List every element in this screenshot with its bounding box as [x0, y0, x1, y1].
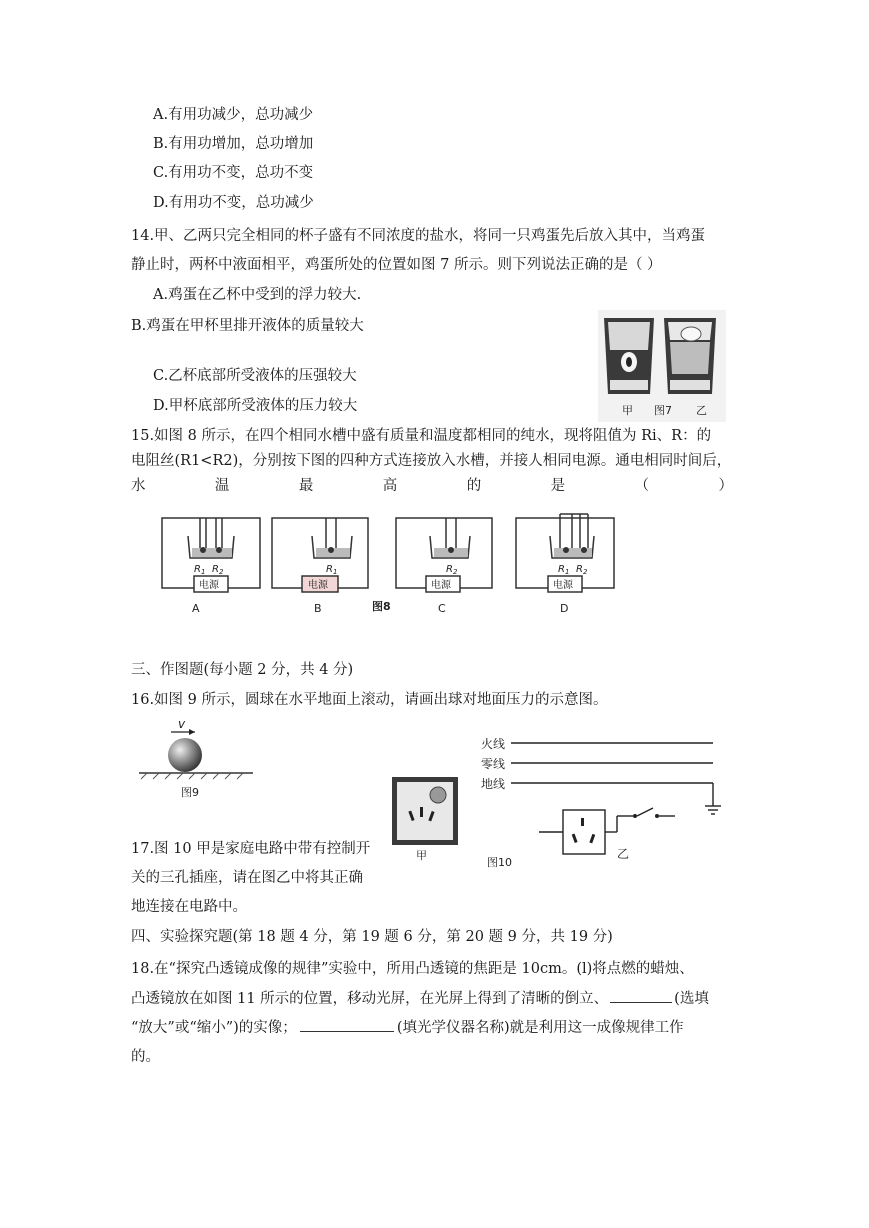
q14-option-a: A.鸡蛋在乙杯中受到的浮力较大. — [153, 287, 362, 303]
fig7-label-jia: 甲 — [622, 404, 633, 417]
q15-stem-line2: 电阻丝(R1<R2)，分别按下图的四种方式连接放入水槽，并接人相同电源。通电相同时间后， — [131, 453, 732, 469]
q18-blank-2[interactable] — [300, 1019, 394, 1032]
svg-text:R2 — [576, 564, 588, 576]
q15-stem-line3 — [131, 477, 733, 495]
figure-7-cups — [598, 310, 726, 422]
q18-line2-suffix: (选填 — [674, 991, 709, 1007]
r2-label: R — [576, 564, 583, 575]
q15-stem-line1: 15.如图 8 所示，在四个相同水槽中盛有质量和温度都相同的纯水，现将阻值为 Ri、R：的 — [131, 428, 712, 444]
svg-text:R1 — [326, 564, 337, 576]
svg-text:R2 — [212, 564, 224, 576]
q15-line3-char: 的 — [466, 478, 482, 494]
q14-stem-line1: 14.甲、乙两只完全相同的杯子盛有不同浓度的盐水，将同一只鸡蛋先后放入其中，当鸡蛋 — [131, 228, 706, 244]
r1-sub: 1 — [200, 568, 206, 576]
fig7-caption: 图7 — [654, 404, 672, 417]
power-label-d: 电源 — [553, 580, 573, 591]
r2-sub: 2 — [452, 568, 458, 576]
fig10-caption: 图10 — [487, 856, 512, 869]
q15-line3-char: ） — [718, 478, 733, 494]
svg-text:R1 — [194, 564, 205, 576]
power-label-a: 电源 — [199, 580, 219, 591]
cup-yi — [664, 318, 716, 394]
r1-label: R — [558, 564, 565, 575]
q17-line1: 17.图 10 甲是家庭电路中带有控制开 — [131, 841, 371, 857]
figure-8-circuits — [140, 510, 660, 620]
velocity-label: v — [178, 717, 186, 731]
q15-line3-char: 温 — [214, 478, 230, 494]
r1-label: R — [326, 564, 333, 575]
q13-option-a: A.有用功减少，总功减少 — [153, 107, 314, 123]
q18-line2 — [131, 990, 709, 1008]
svg-text:R2 — [446, 564, 458, 576]
power-label-b: 电源 — [308, 580, 328, 591]
q17-line3: 地连接在电路中。 — [131, 899, 247, 915]
figure-10-socket-jia — [392, 777, 460, 861]
fig10-label-jia: 甲 — [416, 849, 427, 861]
circuit-label-a: A — [192, 602, 200, 615]
svg-text:R1 — [558, 564, 569, 576]
q13-option-d: D.有用功不变，总功减少 — [153, 195, 314, 211]
q14-option-c: C.乙杯底部所受液体的压强较大 — [153, 368, 357, 384]
ground-wire-label: 地线 — [481, 777, 506, 791]
section4-heading: 四、实验探究题(第 18 题 4 分，第 19 题 6 分，第 20 题 9 分，共 19 分) — [131, 929, 613, 945]
neutral-wire-label: 零线 — [481, 757, 506, 771]
fig9-caption: 图9 — [181, 786, 199, 799]
circuit-label-b: B — [314, 602, 322, 615]
r1-sub: 1 — [564, 568, 570, 576]
q14-stem-line2: 静止时，两杯中液面相平，鸡蛋所处的位置如图 7 所示。则下列说法正确的是（ ） — [131, 257, 662, 273]
q18-line3 — [131, 1019, 684, 1037]
fig10-label-yi: 乙 — [617, 847, 630, 861]
q18-line1: 18.在“探究凸透镜成像的规律”实验中，所用凸透镜的焦距是 10cm。(l)将点燃的蜡烛、 — [131, 961, 694, 977]
q13-option-b: B.有用功增加，总功增加 — [153, 136, 314, 152]
q15-line3-char: 最 — [298, 478, 314, 494]
q15-line3-char: 高 — [382, 478, 398, 494]
figure-10-wiring-yi — [477, 734, 721, 874]
fig7-label-yi: 乙 — [696, 404, 707, 417]
q18-line3-suffix: (填光学仪器名称)就是利用这一成像规律工作 — [396, 1020, 684, 1036]
figure-9-ball — [131, 716, 261, 800]
r2-sub: 2 — [218, 568, 224, 576]
circuit-label-c: C — [438, 602, 446, 615]
q16-stem: 16.如图 9 所示，圆球在水平地面上滚动，请画出球对地面压力的示意图。 — [131, 692, 608, 708]
section3-heading: 三、作图题(每小题 2 分，共 4 分) — [131, 662, 354, 678]
r2-label: R — [446, 564, 453, 575]
q15-line3-char: 是 — [550, 478, 566, 494]
cup-jia — [604, 318, 654, 394]
q18-blank-1[interactable] — [610, 990, 672, 1003]
r1-label: R — [194, 564, 201, 575]
power-label-c: 电源 — [431, 580, 451, 591]
q15-line3-char: （ — [634, 478, 650, 494]
q13-option-c: C.有用功不变，总功不变 — [153, 165, 314, 181]
fire-wire-label: 火线 — [481, 737, 506, 751]
q15-line3-char: 水 — [131, 478, 146, 494]
circuit-label-d: D — [560, 602, 569, 615]
fig8-caption: 图8 — [372, 600, 391, 613]
q14-option-b: B.鸡蛋在甲杯里排开液体的质量较大 — [131, 318, 364, 334]
q14-option-d: D.甲杯底部所受液体的压力较大 — [153, 398, 358, 414]
q18-line3-text: “放大”或“缩小”)的实像； — [131, 1020, 297, 1036]
ball — [168, 738, 202, 772]
q17-line2: 关的三孔插座，请在图乙中将其正确 — [131, 870, 363, 886]
q18-line2-text: 凸透镜放在如图 11 所示的位置，移动光屏，在光屏上得到了清晰的倒立、 — [131, 991, 609, 1007]
r2-sub: 2 — [582, 568, 588, 576]
q18-line4: 的。 — [131, 1049, 160, 1065]
r2-label: R — [212, 564, 219, 575]
r1-sub: 1 — [332, 568, 338, 576]
